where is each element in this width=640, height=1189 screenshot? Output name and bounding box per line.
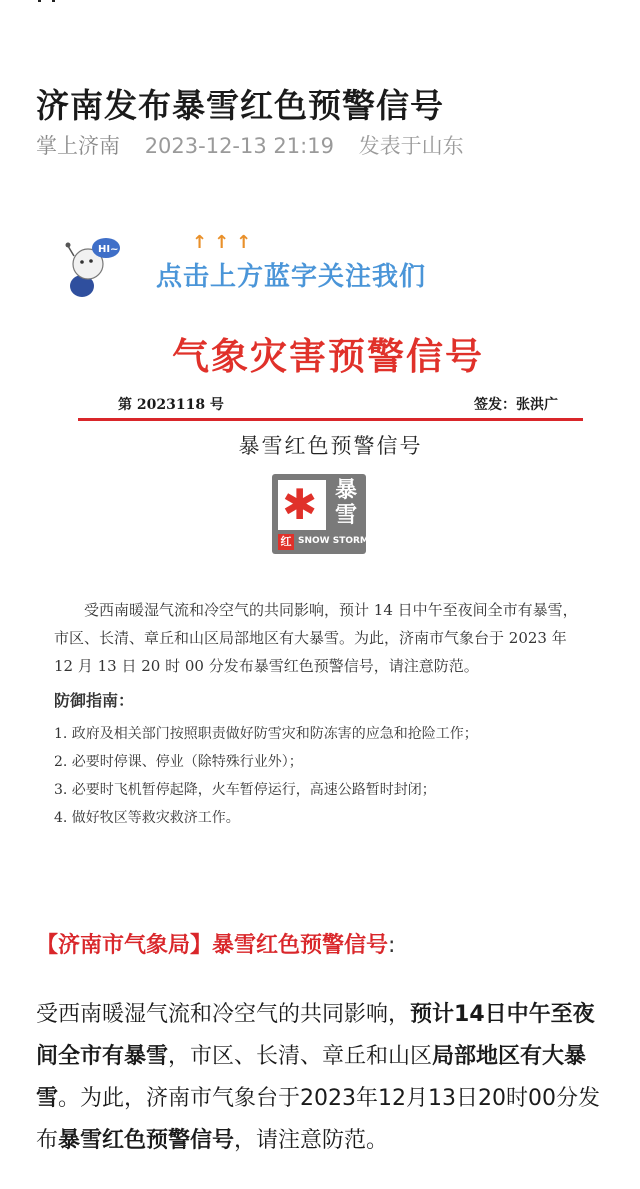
body-text-segment: ，市区、长清、章丘和山区 (168, 1044, 433, 1069)
body-text-segment: ，请注意防范。 (234, 1128, 389, 1153)
red-divider (78, 418, 583, 421)
body-text-segment: 受西南暖湿气流和冷空气的共同影响， (36, 1002, 411, 1027)
follow-text[interactable]: 点击上方蓝字关注我们 (156, 262, 427, 292)
author-link[interactable]: 掌上济南 (36, 134, 120, 158)
warning-notice-header (78, 326, 578, 458)
doc-paragraph: 受西南暖湿气流和冷空气的共同影响，预计 14 日中午至夜间全市有暴雪，市区、长清、章丘和山区局部地区有大暴雪。为此，济南市气象台于 2023 年 12 月 13 日 20 时 00 分发布暴雪红色预警信号，请注意防范。 (54, 601, 578, 675)
article-body (36, 994, 610, 1162)
signal-name: 暴雪红色预警信号 (238, 434, 423, 458)
publish-datetime: 2023-12-13 21:19 (144, 134, 334, 158)
guide-list (54, 720, 584, 832)
source-label: 【济南市气象局】暴雪红色预警信号 (36, 933, 389, 958)
publish-location: 发表于山东 (358, 134, 464, 158)
body-bold-segment: 局部地区有大暴雪 (36, 1044, 587, 1111)
body-text-segment: 。为此，济南市气象台于2023年12月13日20时00分发布 (36, 1086, 600, 1153)
list-item: 1. 政府及相关部门按照职责做好防雪灾和防冻害的应急和抢险工作； (54, 726, 478, 742)
source-heading (36, 928, 395, 959)
list-item: 4. 做好牧区等救灾救济工作。 (54, 810, 240, 826)
article-meta (36, 130, 482, 160)
snowstorm-red-badge (272, 474, 369, 554)
list-item: 3. 必要时飞机暂停起降，火车暂停运行，高速公路暂时封闭； (54, 782, 436, 798)
badge-chinese-label: 暴雪 (334, 478, 357, 528)
badge-symbol-box (278, 480, 326, 530)
notice-number: 第 2023118 号 (118, 397, 224, 413)
source-colon: : (388, 933, 396, 958)
guide-heading: 防御指南： (54, 691, 135, 710)
badge-level: 红 (278, 534, 294, 550)
list-item: 2. 必要时停课、停业（除特殊行业外）； (54, 754, 303, 770)
notice-title: 气象灾害预警信号 (172, 335, 484, 378)
up-arrows: ↑↑↑ (192, 232, 259, 253)
body-bold-segment: 预计14日中午至夜间全市有暴雪 (36, 1002, 595, 1069)
follow-banner[interactable] (60, 232, 480, 302)
body-bold-segment: 暴雪红色预警信号 (58, 1128, 235, 1153)
bubble-text: HI~ (98, 244, 119, 255)
notice-document (54, 596, 584, 832)
article-title: 济南发布暴雪红色预警信号 (36, 86, 444, 126)
mascot-icon (60, 234, 124, 300)
snowflake-icon: ✱ (282, 480, 318, 529)
badge-english-label: SNOW STORM (298, 536, 369, 546)
status-bar-remnant (36, 0, 60, 4)
notice-signer: 签发：张洪广 (474, 397, 558, 413)
